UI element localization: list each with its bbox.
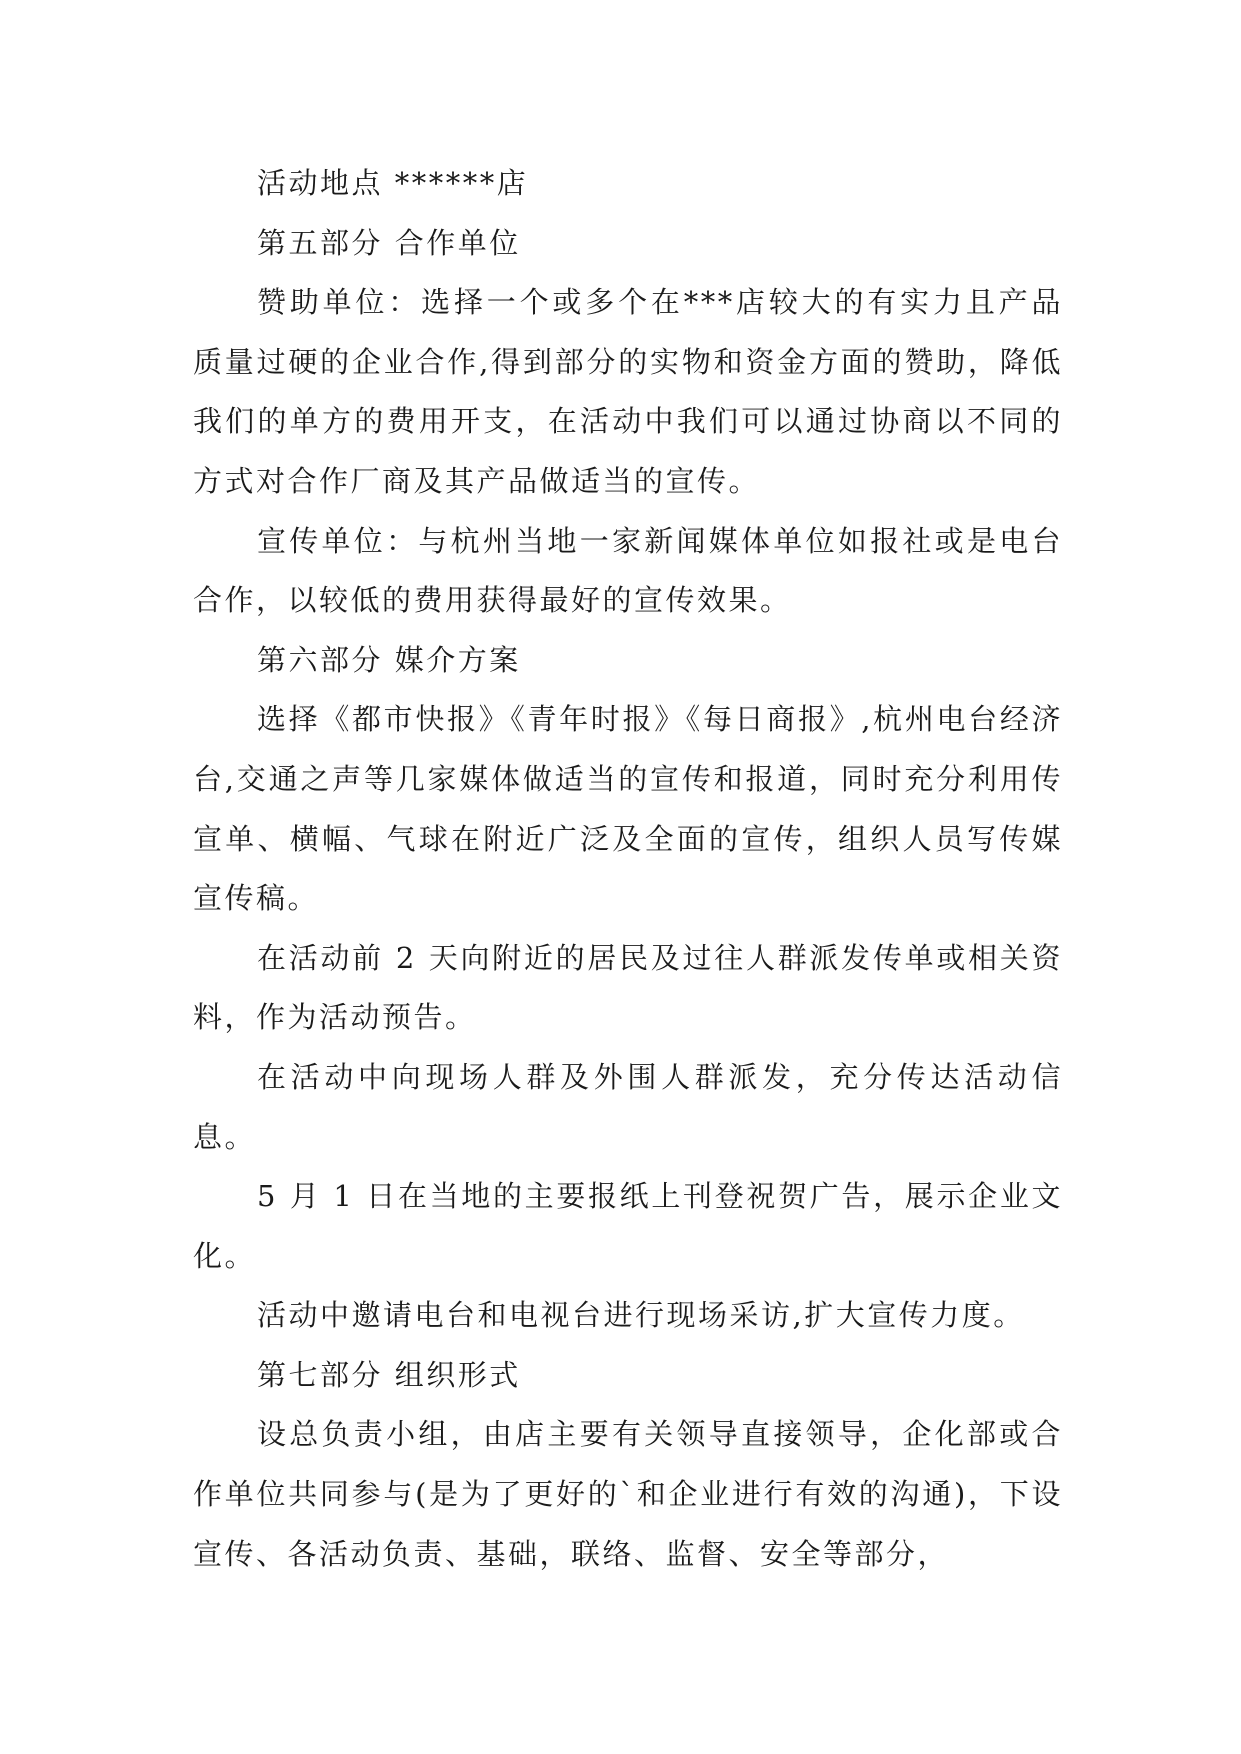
paragraph-sponsor: 赞助单位：选择一个或多个在***店较大的有实力且产品质量过硬的企业合作,得到部分的实物和资金方面的赞助，降低我们的单方的费用开支，在活动中我们可以通过协商以不同的方式对合作厂商及其产品做适当的宣传。: [193, 285, 1063, 498]
paragraph-interview: 活动中邀请电台和电视台进行现场采访,扩大宣传力度。: [257, 1298, 1025, 1333]
paragraph-publicity-unit: 宣传单位：与杭州当地一家新闻媒体单位如报社或是电台合作，以较低的费用获得最好的宣传效果。: [193, 523, 1063, 618]
paragraph-organization: 设总负责小组，由店主要有关领导直接领导，企化部或合作单位共同参与(是为了更好的`和企业进行有效的沟通)，下设宣传、各活动负责、基础，联络、监督、安全等部分，: [193, 1417, 1063, 1571]
heading-part-five: 第五部分 合作单位: [257, 225, 521, 260]
document-body: [193, 154, 1063, 1584]
paragraph-location: 活动地点 ******店: [257, 166, 529, 200]
heading-part-six: 第六部分 媒介方案: [257, 642, 521, 677]
paragraph-during-event: 在活动中向现场人群及外围人群派发，充分传达活动信息。: [193, 1059, 1063, 1154]
paragraph-pre-event: 在活动前 2 天向附近的居民及过往人群派发传单或相关资料，作为活动预告。: [193, 940, 1063, 1035]
paragraph-media-choice: 选择《都市快报》《青年时报》《每日商报》,杭州电台经济台,交通之声等几家媒体做适当的宣传和报道，同时充分利用传宣单、横幅、气球在附近广泛及全面的宣传，组织人员写传媒宣传稿。: [193, 702, 1063, 916]
heading-part-seven: 第七部分 组织形式: [257, 1357, 521, 1392]
paragraph-newspaper-ad: 5 月 1 日在当地的主要报纸上刊登祝贺广告，展示企业文化。: [193, 1179, 1063, 1273]
